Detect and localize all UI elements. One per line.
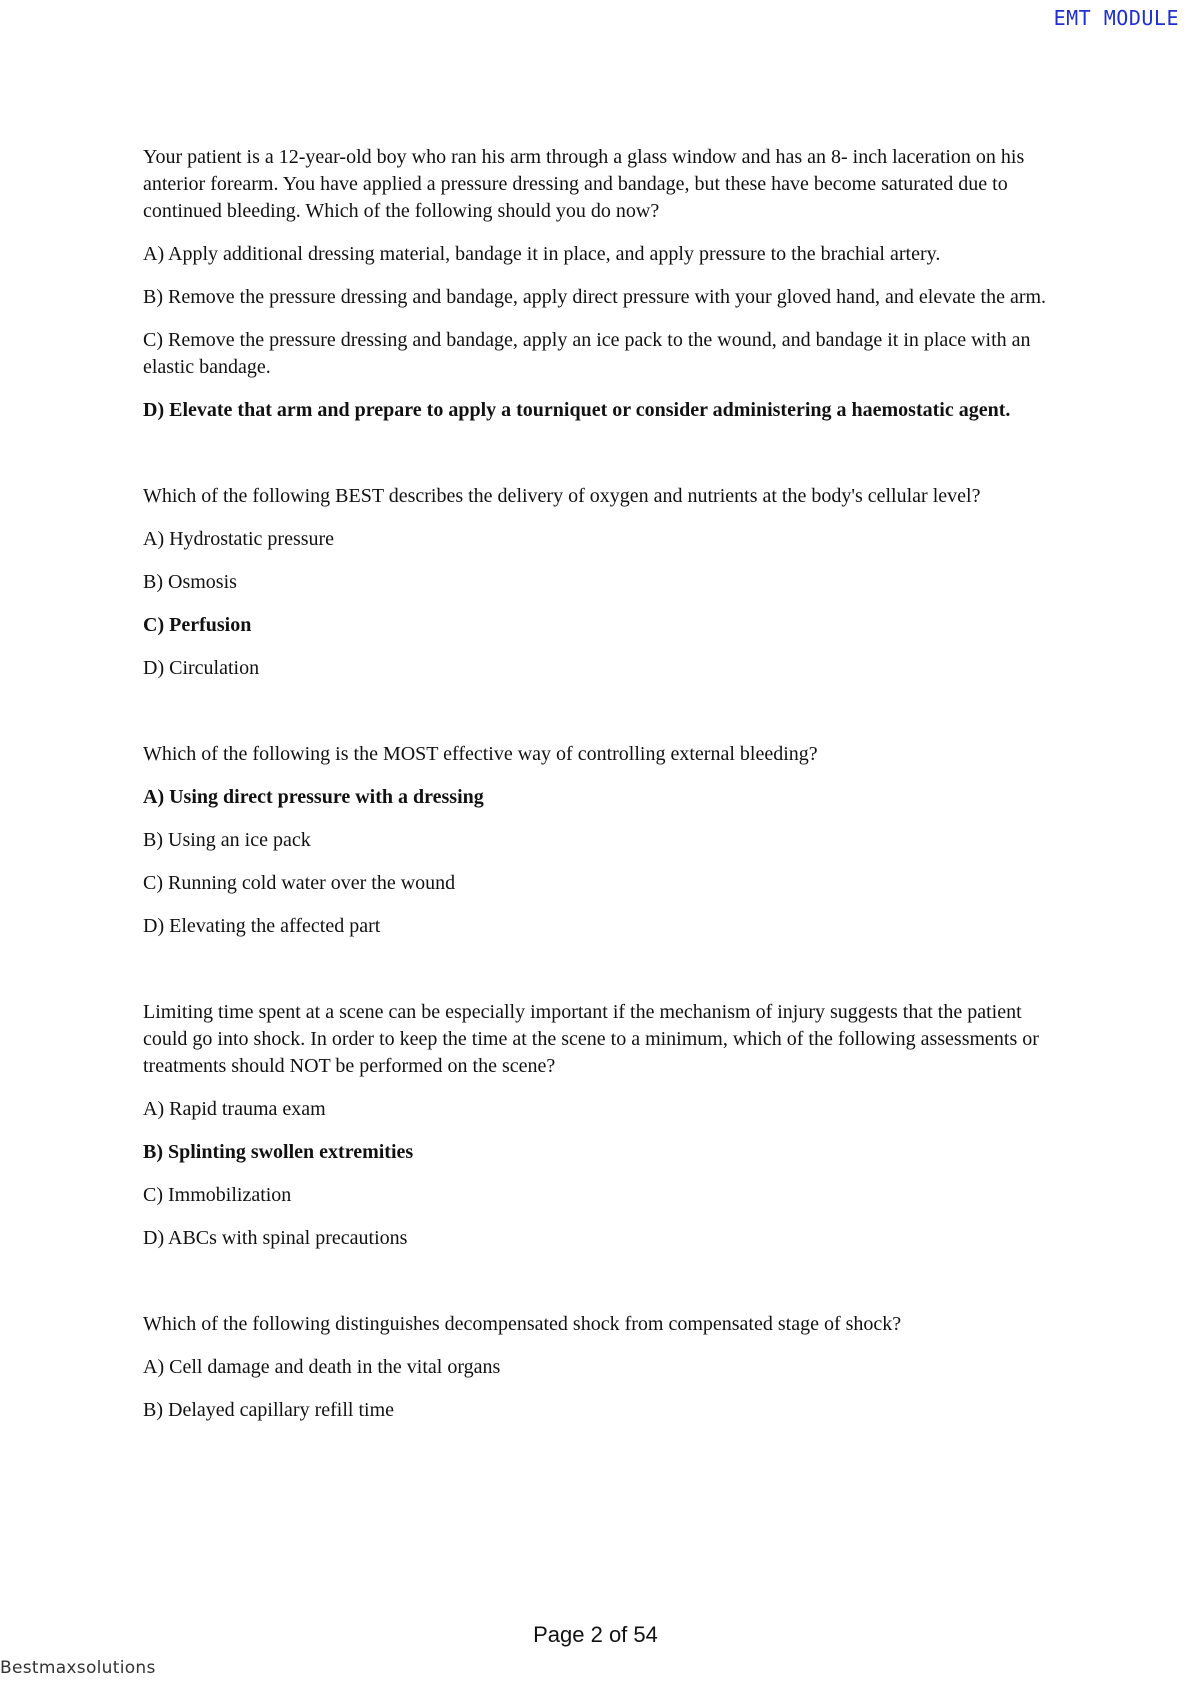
answer-option-c: C) Running cold water over the wound [143, 872, 456, 894]
question-text: Your patient is a 12-year-old boy who ran his arm through a glass window and has an 8- inch laceration on his anterior forearm. You have applied a pressure dressing and bandage, but these have become saturated due to continued bleeding. Which of the following should you do now? [143, 146, 1025, 222]
answer-option-d: D) Circulation [143, 657, 260, 679]
question-text: Limiting time spent at a scene can be especially important if the mechanism of injury suggests that the patient could go into shock. In order to keep the time at the scene to a minimum, which of the following assessments or treatments should NOT be performed on the scene? [143, 1001, 1039, 1077]
page-number: Page 2 of 54 [533, 1622, 658, 1647]
question-block-5 [143, 1311, 1053, 1424]
question-text: Which of the following BEST describes the delivery of oxygen and nutrients at the body's cellular level? [143, 485, 981, 507]
question-block-4 [143, 999, 1053, 1252]
question-block-3 [143, 741, 1053, 940]
question-block-2 [143, 483, 1053, 682]
correct-answer-option-d: D) Elevate that arm and prepare to apply a tourniquet or consider administering a haemostatic agent. [143, 399, 1011, 421]
answer-option-d: D) ABCs with spinal precautions [143, 1227, 408, 1249]
answer-option-b: B) Osmosis [143, 571, 237, 593]
answer-option-c: C) Remove the pressure dressing and bandage, apply an ice pack to the wound, and bandage it in place with an elastic bandage. [143, 329, 1031, 378]
correct-answer-option-a: A) Using direct pressure with a dressing [143, 786, 484, 808]
answer-option-b: B) Delayed capillary refill time [143, 1399, 395, 1421]
question-block-1 [143, 144, 1053, 424]
answer-option-c: C) Immobilization [143, 1184, 292, 1206]
question-text: Which of the following is the MOST effective way of controlling external bleeding? [143, 743, 818, 765]
module-header: EMT MODULE [1053, 6, 1179, 30]
correct-answer-option-b: B) Splinting swollen extremities [143, 1141, 414, 1163]
answer-option-a: A) Rapid trauma exam [143, 1098, 326, 1120]
answer-option-a: A) Cell damage and death in the vital organs [143, 1356, 501, 1378]
answer-option-a: A) Hydrostatic pressure [143, 528, 335, 550]
correct-answer-option-c: C) Perfusion [143, 614, 252, 636]
question-text: Which of the following distinguishes decompensated shock from compensated stage of shock? [143, 1313, 902, 1335]
answer-option-a: A) Apply additional dressing material, bandage it in place, and apply pressure to the brachial artery. [143, 243, 941, 265]
question-list [143, 144, 1053, 1440]
answer-option-d: D) Elevating the affected part [143, 915, 381, 937]
answer-option-b: B) Using an ice pack [143, 829, 311, 851]
answer-option-b: B) Remove the pressure dressing and bandage, apply direct pressure with your gloved hand, and elevate the arm. [143, 286, 1047, 308]
watermark-text: Bestmaxsolutions [0, 1658, 156, 1678]
